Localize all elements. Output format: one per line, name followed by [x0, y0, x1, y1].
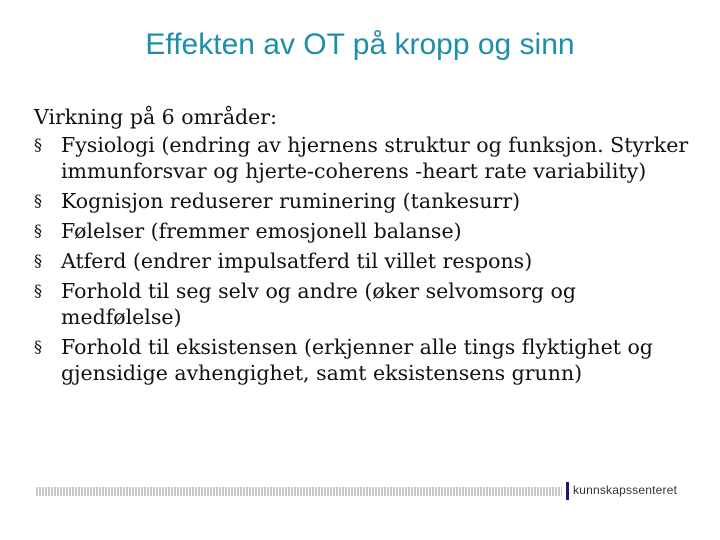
bullet-text: Følelser (fremmer emosjonell balanse) [61, 219, 462, 243]
bullet-marker: § [34, 251, 42, 270]
slide-body [34, 104, 694, 390]
bullet-marker: § [34, 191, 42, 210]
bullet-text: Kognisjon reduserer ruminering (tankesurr) [61, 189, 521, 213]
logo-mark-icon [566, 482, 569, 500]
footer-branding [36, 482, 686, 502]
bullet-marker: § [34, 221, 42, 240]
footer-stripe-bar [36, 487, 562, 496]
bullet-text: Fysiologi (endring av hjernens struktur og funksjon. Styrker immunforsvar og hjerte-coherens -heart rate variability) [61, 133, 689, 183]
bullet-marker: § [34, 337, 42, 356]
bullet-item [34, 132, 694, 184]
logo-text: kunnskapssenteret [573, 483, 678, 497]
bullet-list [34, 132, 694, 386]
bullet-text: Atferd (endrer impulsatferd til villet respons) [61, 249, 533, 273]
bullet-marker: § [34, 281, 42, 300]
bullet-item [34, 218, 694, 244]
bullet-item [34, 334, 694, 386]
slide-title: Effekten av OT på kropp og sinn [145, 28, 575, 61]
bullet-item [34, 248, 694, 274]
bullet-text: Forhold til seg selv og andre (øker selvomsorg og medfølelse) [61, 279, 576, 329]
bullet-item [34, 188, 694, 214]
bullet-marker: § [34, 135, 42, 154]
bullet-text: Forhold til eksistensen (erkjenner alle tings flyktighet og gjensidige avhengighet, samt eksistensens grunn) [61, 335, 653, 385]
intro-text: Virkning på 6 områder: [34, 105, 278, 129]
bullet-item [34, 278, 694, 330]
